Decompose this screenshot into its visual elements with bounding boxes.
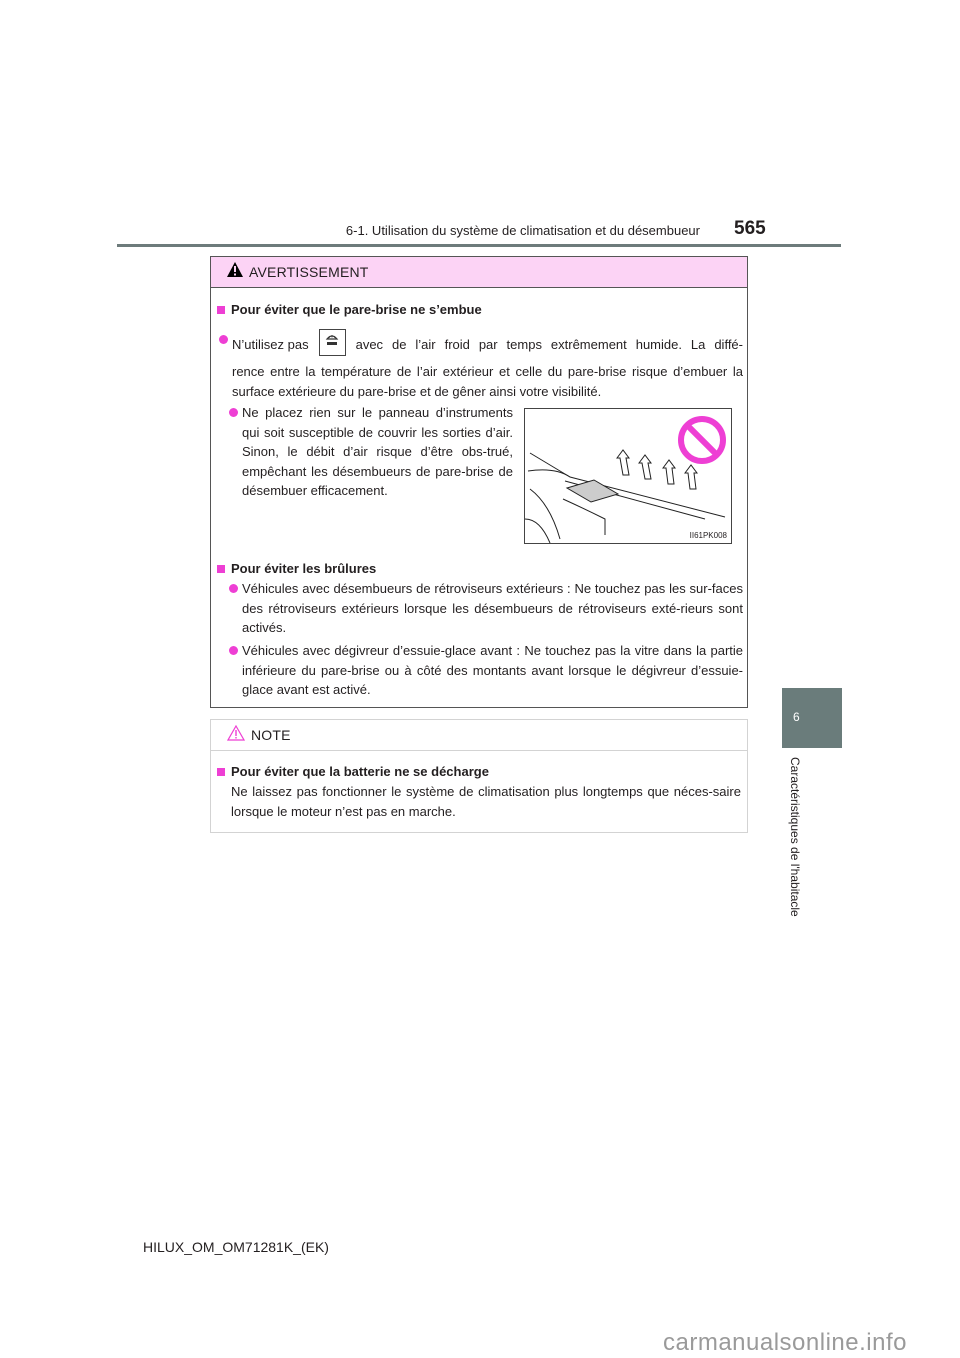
note-text: Ne laissez pas fonctionner le système de climatisation plus longtemps que néces-saire lorsque le moteur n’est pas en marche. <box>231 784 741 819</box>
warning-title: AVERTISSEMENT <box>249 264 369 280</box>
note-box <box>210 719 748 833</box>
watermark: carmanualsonline.info <box>663 1329 907 1356</box>
header-section-title: 6-1. Utilisation du système de climatisation et du désembueur <box>345 223 700 238</box>
header-rule <box>117 244 841 247</box>
round-bullet-icon <box>229 408 238 417</box>
chapter-label: Caractéristiques de l'habitacle <box>788 757 802 917</box>
note-header <box>211 720 747 751</box>
square-bullet-icon <box>217 306 225 314</box>
document-code: HILUX_OM_OM71281K_(EK) <box>143 1239 329 1255</box>
warning-box <box>210 256 748 708</box>
section-title-burns: Pour éviter les brûlures <box>217 561 376 576</box>
round-bullet-icon <box>229 646 238 655</box>
page-number: 565 <box>734 218 766 239</box>
bullet-front-defroster: N’utilisez pas avec de l’air froid par temps extrêmement humide. La diffé- rence entre la température de l’air extérieur et celle du pare-brise risque d’embuer la surface extérieure du pare-brise et de gêner ainsi votre visibilité. <box>232 330 743 401</box>
front-defroster-button-icon <box>319 329 346 356</box>
warning-triangle-icon <box>227 262 243 282</box>
square-bullet-icon <box>217 565 225 573</box>
illustration-dashboard-vents <box>524 408 732 544</box>
square-bullet-icon <box>217 768 225 776</box>
chapter-tab[interactable] <box>782 688 842 748</box>
round-bullet-icon <box>229 584 238 593</box>
chapter-number: 6 <box>793 710 800 724</box>
illustration-code: II61PK008 <box>689 531 727 540</box>
caution-triangle-outline-icon <box>227 725 245 746</box>
prohibition-icon <box>681 419 723 461</box>
section-title-battery: Pour éviter que la batterie ne se décharge <box>217 764 489 779</box>
bullet-wiper-deicer: Véhicules avec dégivreur d’essuie-glace avant : Ne touchez pas la vitre dans la partie inférieure du pare-brise ou à côté des montants avant lorsque le dégivreur d’essuie-glace avant est activé. <box>242 641 743 700</box>
section-title-fogging: Pour éviter que le pare-brise ne s’embue <box>217 302 482 317</box>
bullet-dashboard-objects: Ne placez rien sur le panneau d’instruments qui soit susceptible de couvrir les sorties d’air. Sinon, le débit d’air risque d’être obs-trué, empêchant les désembueurs de pare-brise de désembuer efficacement. <box>242 403 513 501</box>
bullet-mirror-defoggers: Véhicules avec désembueurs de rétroviseurs extérieurs : Ne touchez pas les sur-faces des rétroviseurs extérieurs lorsque les désembueurs de rétroviseurs exté-rieurs sont activés. <box>242 579 743 638</box>
warning-header <box>211 257 747 288</box>
round-bullet-icon <box>219 335 228 344</box>
note-title: NOTE <box>251 727 291 743</box>
